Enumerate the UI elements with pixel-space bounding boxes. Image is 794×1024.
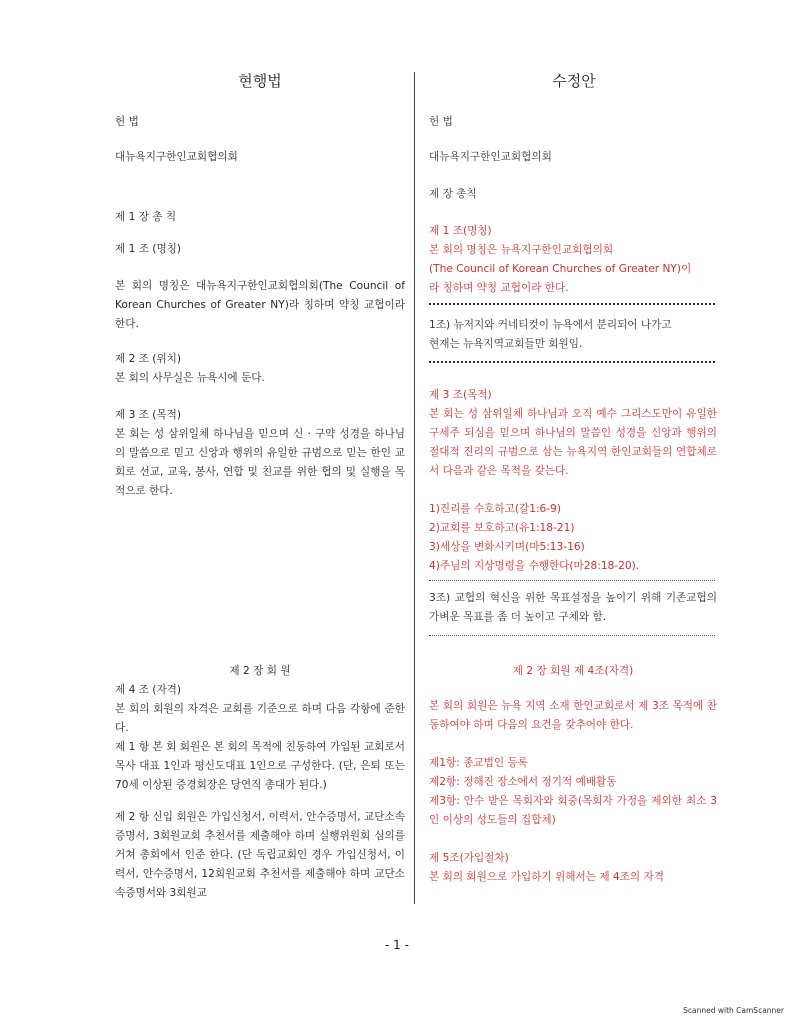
amendment-article-3-body: 본 회는 성 삼위일체 하나님과 오직 예수 그리스도만이 유일한 구세주 되심을 믿으며 하나님의 말씀인 성경을 신앙과 행위의 절대적 진리의 규범으로 삼는 뉴욕지역 한인교회들의 연합체로서 다음과 같은 목적을 갖는다. — [429, 408, 717, 477]
current-article-4-body: 본 회의 회원의 자격은 교회를 기준으로 하며 다음 각항에 준한다. — [115, 703, 405, 734]
current-law-title: 헌 법 — [115, 116, 139, 128]
current-chapter-2: 제 2 장 회 원 — [229, 665, 291, 677]
amendment-article-3-items — [429, 500, 717, 576]
list-item: 3)세상을 변화시키며(마5:13-16) — [429, 541, 585, 553]
list-item: 1)진리를 수호하고(갈1:6-9) — [429, 503, 561, 515]
amendment-article-1-title: 제 1 조(명칭) — [429, 225, 492, 237]
current-article-3-title: 제 3 조 (목적) — [115, 409, 182, 421]
amendment-article-4-item-3: 제3항: 안수 받은 목회자와 회중(목회자 가정을 제외한 최소 3인 이상의 성도들의 집합체) — [429, 795, 717, 826]
list-item: 2)교회를 보호하고(유1:18-21) — [429, 522, 575, 534]
dotted-separator — [429, 361, 715, 363]
dotted-separator — [429, 580, 715, 581]
note-line: 현재는 뉴욕지역교회들만 회원임. — [429, 338, 583, 350]
current-article-4-para-2: 제 2 항 신입 회원은 가입신청서, 이력서, 안수증명서, 교단소속증명서, 3회원교회 추천서를 제출해야 하며 실행위원회 심의를 거쳐 총회에서 인준 한다. (단 독립교회인 경우 가입신청서, 이력서, 안수증명서, 12회원교회 추천서를 제출해야 하며 교단소속증명서와 3회원교 — [115, 811, 405, 899]
amendment-law-title: 헌 법 — [429, 116, 453, 128]
list-item: 제2항: 정해진 장소에서 정기적 예배활동 — [429, 776, 617, 788]
note-line: 1조) 뉴저지와 커네티컷이 뉴욕에서 분리되어 나가고 — [429, 319, 672, 331]
amendment-org-name: 대뉴욕지구한인교회협의회 — [429, 151, 552, 163]
amendment-article-1-body — [429, 241, 717, 298]
dotted-separator — [429, 635, 715, 636]
current-article-1-body: 본 회의 명칭은 대뉴욕지구한인교회협의회(The Council of Korean Churches of Greater NY)라 칭하며 약칭 교협이라 한다. — [115, 280, 405, 330]
current-chapter-1: 제 1 장 총 칙 — [115, 211, 177, 223]
amendment-chapter-2: 제 2 장 회원 제 4조(자격) — [512, 665, 634, 677]
page-number: - 1 - — [385, 938, 409, 952]
amendment-article-4-body: 본 회의 회원은 뉴욕 지역 소재 한인교회로서 제 3조 목적에 찬동하여야 하며 다음의 요건을 갖추어야 한다. — [429, 700, 717, 731]
current-article-2-title: 제 2 조 (위치) — [115, 353, 182, 365]
list-item: 4)주님의 지상명령을 수행한다(마28:18-20). — [429, 560, 640, 572]
current-article-2-body: 본 회의 사무실은 뉴욕시에 둔다. — [115, 372, 265, 384]
current-article-4-title: 제 4 조 (자격) — [115, 684, 182, 696]
amendment-note-article-1 — [429, 316, 717, 354]
amendment-note-article-3: 3조) 교협의 혁신을 위한 목표설정을 높이기 위해 기존교협의 가벼운 목표를 좀 더 높이고 구체와 함. — [429, 592, 717, 623]
amendment-article-1-line: 본 회의 명칭은 뉴욕지구한인교회협의회 — [429, 244, 614, 256]
amendment-chapter-1: 제 장 총칙 — [429, 188, 477, 200]
amendment-article-5-body: 본 회의 회원으로 가입하기 위해서는 제 4조의 자격 — [429, 871, 664, 883]
column-divider — [414, 72, 415, 904]
amendment-article-5-title: 제 5조(가입절차) — [429, 852, 509, 864]
amendment-article-1-line: 라 칭하며 약칭 교협이라 한다. — [429, 282, 569, 294]
amendment-article-3-title: 제 3 조(목적) — [429, 389, 492, 401]
amendment-heading: 수정안 — [552, 72, 596, 90]
amendment-article-4-items — [429, 754, 717, 792]
list-item: 제1항: 종교법인 등록 — [429, 757, 528, 769]
current-law-heading: 현행법 — [238, 72, 282, 90]
current-article-3-body: 본 회는 성 삼위일체 하나님을 믿으며 신 · 구약 성경을 하나님의 말씀으로 믿고 신앙과 행위의 유일한 규범으로 믿는 한인 교회로 선교, 교육, 봉사, 연합 및 친교를 위한 협의 및 실행을 목적으로 한다. — [115, 428, 405, 497]
current-article-1-title: 제 1 조 (명칭) — [115, 243, 182, 255]
current-article-4-para-1: 제 1 항 본 회 회원은 본 회의 목적에 친동하여 가입된 교회로서 목사 대표 1인과 평신도대표 1인으로 구성한다. (단, 은퇴 또는 70세 이상된 증경회장은 당연직 총대가 된다.) — [115, 741, 405, 791]
amendment-article-1-line: (The Council of Korean Churches of Greater NY)이 — [429, 263, 692, 275]
dotted-separator — [429, 303, 715, 305]
scanner-watermark: Scanned with CamScanner — [683, 1006, 784, 1015]
current-org-name: 대뉴욕지구한인교회협의회 — [115, 151, 238, 163]
